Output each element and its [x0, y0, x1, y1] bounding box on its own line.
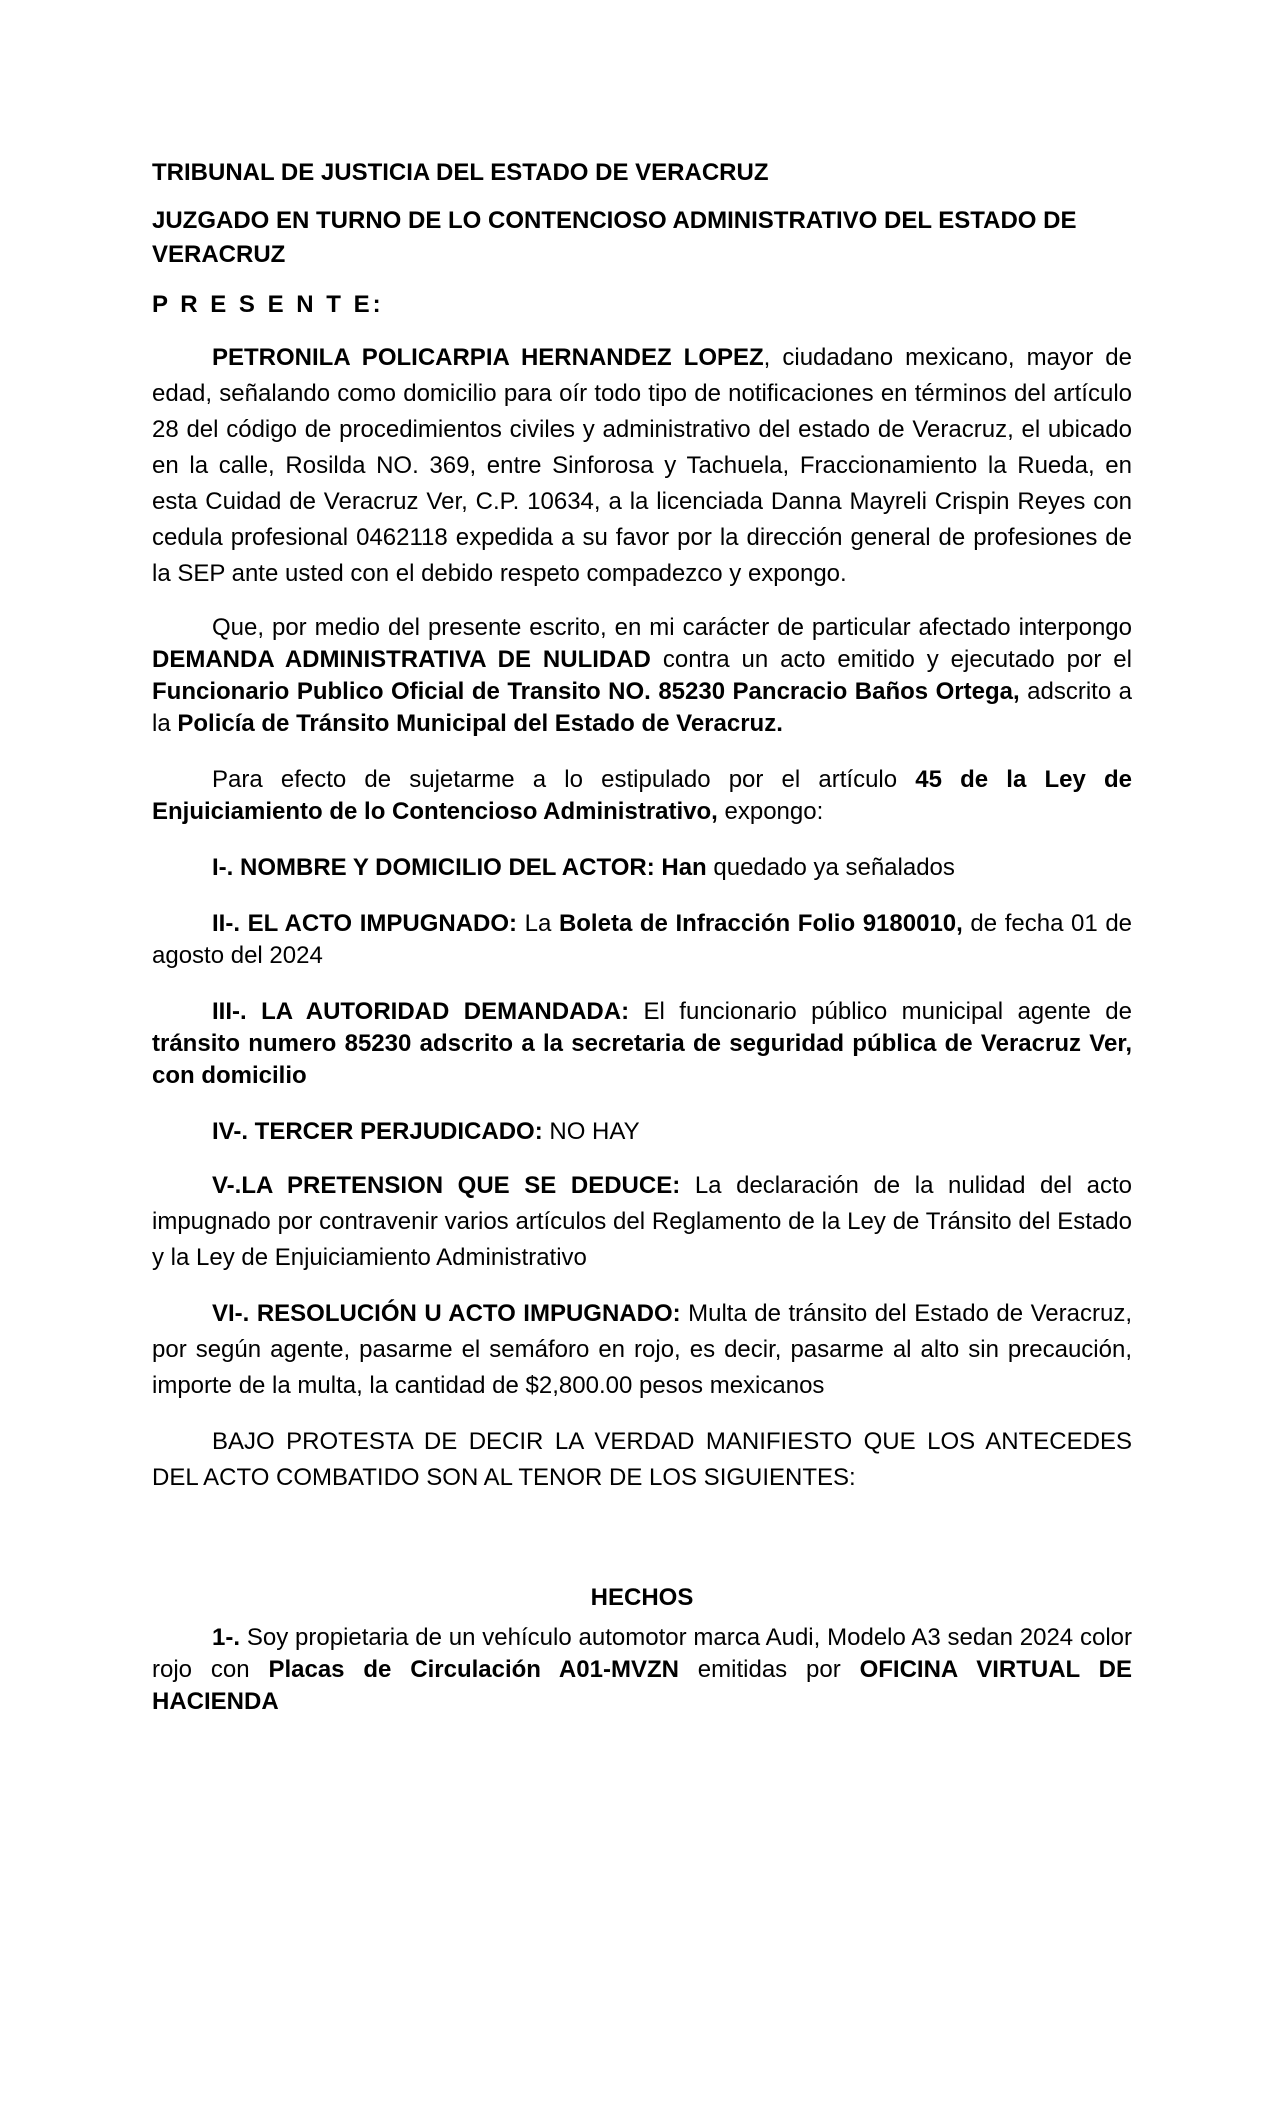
item-v: [152, 1168, 1132, 1276]
item-iii-label: III-. LA AUTORIDAD DEMANDADA:: [212, 998, 630, 1025]
plaintiff-name: PETRONILA POLICARPIA HERNANDEZ LOPEZ: [212, 344, 764, 371]
item-ii-label: II-. EL ACTO IMPUGNADO:: [212, 910, 518, 937]
item-vi-label: VI-. RESOLUCIÓN U ACTO IMPUGNADO:: [212, 1300, 681, 1327]
item-i: [152, 852, 1132, 884]
item-ii-text-2: de fecha 01 de agosto del 2024: [152, 910, 1133, 969]
item-v-text: La declaración de la nulidad del acto impugnado por contravenir varios artículos del Reglamento de la Ley de Tránsito del Estado y la Ley de Enjuiciamiento Administrativo: [152, 1172, 1133, 1271]
item-iv-text: NO HAY: [542, 1118, 640, 1145]
demand-type: DEMANDA ADMINISTRATIVA DE NULIDAD: [152, 646, 651, 673]
item-v-label: V-.LA PRETENSION QUE SE DEDUCE:: [212, 1172, 681, 1199]
item-iii: [152, 996, 1132, 1092]
article-reference: 45 de la Ley de Enjuiciamiento de lo Contencioso Administrativo,: [152, 766, 1132, 825]
article-text-2: expongo:: [717, 798, 824, 825]
fact-1-text-2: emitidas por: [678, 1656, 860, 1683]
demand-paragraph: [152, 612, 1132, 740]
court-subtitle: JUZGADO EN TURNO DE LO CONTENCIOSO ADMINISTRATIVO DEL ESTADO DE VERACRUZ: [152, 207, 1077, 268]
intro-text: , ciudadano mexicano, mayor de edad, señalando como domicilio para oír todo tipo de notificaciones en términos del artículo 28 del código de procedimientos civiles y administrativo del estado de Veracruz, el ubicado en la calle, Rosilda NO. 369, entre Sinforosa y Tachuela, Fraccionamiento la Rueda, en esta Cuidad de Veracruz Ver, C.P. 10634, a la licenciada Danna Mayreli Crispin Reyes con cedula profesional 0462118 expedida a su favor por la dirección general de profesiones de la SEP ante usted con el debido respeto compadezco y expongo.: [152, 344, 1132, 587]
item-i-label: I-. NOMBRE Y DOMICILIO DEL ACTOR: Han: [212, 854, 707, 881]
demand-authority: Policía de Tránsito Municipal del Estado de Veracruz.: [177, 710, 783, 737]
fact-1: [152, 1622, 1132, 1718]
item-iv-label: IV-. TERCER PERJUDICADO:: [212, 1118, 543, 1145]
item-ii-text-1: La: [517, 910, 559, 937]
article-text-1: Para efecto de sujetarme a lo estipulado por el artículo: [212, 766, 916, 793]
document-page: [152, 156, 1132, 1718]
item-ii: [152, 908, 1132, 972]
demand-text-2: contra un acto emitido y ejecutado por el: [650, 646, 1132, 673]
demand-text-3: adscrito a la: [152, 678, 1133, 737]
fact-1-number: 1-.: [212, 1624, 241, 1651]
item-vi: [152, 1296, 1132, 1404]
article-paragraph: [152, 764, 1132, 828]
item-iii-text: El funcionario público municipal agente de: [629, 998, 1133, 1025]
facts-heading: HECHOS: [590, 1584, 694, 1611]
demand-official: Funcionario Publico Oficial de Transito NO. 85230 Pancracio Baños Ortega,: [152, 678, 1020, 705]
protest-paragraph: BAJO PROTESTA DE DECIR LA VERDAD MANIFIESTO QUE LOS ANTECEDES DEL ACTO COMBATIDO SON AL TENOR DE LOS SIGUIENTES:: [152, 1428, 1132, 1491]
fact-1-text-1: Soy propietaria de un vehículo automotor marca Audi, Modelo A3 sedan 2024 color rojo con: [152, 1624, 1132, 1683]
intro-paragraph: [152, 340, 1132, 592]
item-vi-text: Multa de tránsito del Estado de Veracruz, por según agente, pasarme el semáforo en rojo, es decir, pasarme al alto sin precaución, importe de la multa, la cantidad de $2,800.00 pesos mexicanos: [152, 1300, 1132, 1399]
fact-1-issuer: OFICINA VIRTUAL DE HACIENDA: [152, 1656, 1132, 1715]
item-iv: [152, 1116, 1132, 1148]
court-title: TRIBUNAL DE JUSTICIA DEL ESTADO DE VERACRUZ: [152, 159, 769, 186]
item-i-text: quedado ya señalados: [706, 854, 955, 881]
fact-1-plates: Placas de Circulación A01-MVZN: [268, 1656, 679, 1683]
presente-heading: P R E S E N T E:: [152, 291, 384, 318]
demand-text-1: Que, por medio del presente escrito, en mi carácter de particular afectado interpongo: [212, 614, 1132, 641]
item-iii-authority: tránsito numero 85230 adscrito a la secretaria de seguridad pública de Veracruz Ver, con domicilio: [152, 1030, 1132, 1089]
item-ii-ticket: Boleta de Infracción Folio 9180010,: [558, 910, 963, 937]
